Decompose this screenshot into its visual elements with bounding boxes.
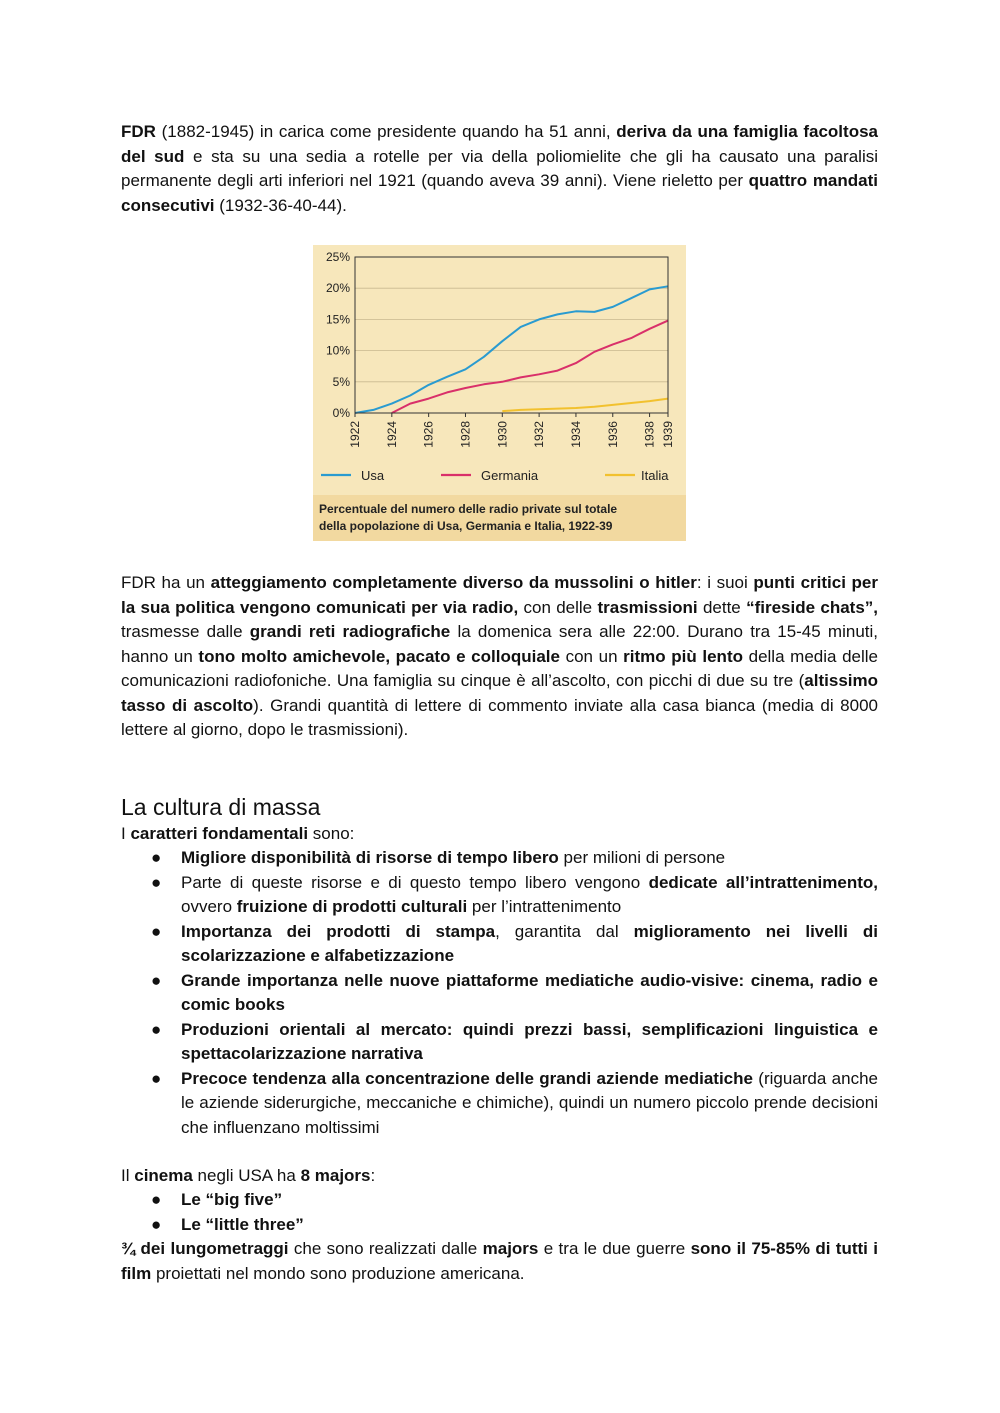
x-tick-label: 1926 <box>421 421 436 448</box>
x-tick-label: 1930 <box>495 421 510 448</box>
text-span: I <box>121 824 131 843</box>
bold-span: dedicate all’intrattenimento, <box>648 872 878 892</box>
text-span: dette <box>697 597 747 617</box>
bullet-icon: ● <box>151 1019 162 1039</box>
list-item <box>121 871 878 920</box>
y-tick-label: 0% <box>332 406 350 420</box>
text-span: sono: <box>308 824 355 843</box>
text-span: Parte di queste risorse e di questo tempo libero vengono <box>181 872 649 892</box>
chart-caption-line1: Percentuale del numero delle radio private sul totale <box>319 502 618 516</box>
bold-span: punti critici per la sua politica vengono comunicati per via radio, <box>121 573 878 617</box>
list-item <box>121 969 878 1018</box>
bold-span: tono molto amichevole, pacato e colloquiale <box>198 646 560 666</box>
text-span: con un <box>559 646 624 666</box>
text-span: trasmesse dalle <box>121 622 250 641</box>
text-span: e sta su una sedia a rotelle per via della poliomielite che gli ha causato una paralisi permanente degli arti inferiori nel 1921 (quando aveva 39 anni). Viene rieletto per <box>121 146 878 190</box>
section-heading: La cultura di massa <box>121 794 321 820</box>
intro-paragraph <box>121 120 878 218</box>
text-span: e tra le due guerre <box>538 1239 691 1258</box>
bullet-icon: ● <box>151 1068 162 1088</box>
y-tick-label: 15% <box>325 312 350 327</box>
text-span: : i suoi <box>696 573 754 592</box>
x-tick-label: 1936 <box>605 421 620 448</box>
chart-caption-line2: della popolazione di Usa, Germania e Italia, 1922-39 <box>319 519 613 533</box>
y-tick-label: 25% <box>325 250 350 264</box>
list-item <box>121 1018 878 1067</box>
x-tick-label: 1928 <box>458 421 473 448</box>
bold-span: ¾ dei lungometraggi <box>121 1239 289 1258</box>
text-span: con delle <box>518 597 598 617</box>
text-span: che sono realizzati dalle <box>288 1239 483 1258</box>
bold-span: Produzioni orientali al mercato: quindi prezzi bassi, semplificazioni linguistica e spettacolarizzazione narrativa <box>181 1019 878 1063</box>
bold-span: cinema <box>134 1166 193 1185</box>
legend-label-italia: Italia <box>641 468 669 483</box>
bold-span: Le “big five” <box>181 1190 283 1209</box>
bold-span: ritmo più lento <box>623 646 743 666</box>
radio-chart-figure <box>313 245 686 541</box>
text-span: : <box>370 1166 376 1185</box>
bullet-icon: ● <box>151 970 162 990</box>
section-lead <box>121 822 878 847</box>
bold-span: grandi reti radiografiche <box>249 622 451 641</box>
y-tick-label: 20% <box>325 281 350 296</box>
x-tick-label: 1939 <box>661 421 675 448</box>
bold-span: miglioramento nei livelli di scolarizzazione e alfabetizzazione <box>181 921 878 965</box>
bold-span: Le “little three” <box>181 1214 304 1234</box>
cinema-summary <box>121 1237 878 1286</box>
list-item <box>121 1188 878 1213</box>
text-span: (1882-1945) in carica come presidente quando ha 51 anni, <box>155 122 617 141</box>
text-span: della media delle comunicazioni radiofoniche. Una famiglia su cinque è all’ascolto, con picchi di due su tre ( <box>121 646 878 690</box>
bold-span: majors <box>482 1239 539 1258</box>
x-tick-label: 1922 <box>348 421 362 448</box>
majors-list <box>121 1188 878 1237</box>
text-span: (1932-36-40-44). <box>214 195 347 215</box>
bold-span: Grande importanza nelle nuove piattaforme mediatiche audio-visive: cinema, radio e comic books <box>181 970 878 1014</box>
text-span: FDR ha un <box>121 573 211 592</box>
legend-label-usa: Usa <box>361 468 385 483</box>
bullet-icon: ● <box>151 872 162 892</box>
bullet-icon: ● <box>151 848 162 867</box>
y-tick-label: 5% <box>332 374 350 389</box>
x-tick-label: 1932 <box>532 421 547 448</box>
text-span: ovvero <box>181 897 237 916</box>
x-tick-label: 1924 <box>384 421 399 448</box>
radio-paragraph <box>121 571 878 743</box>
list-item <box>121 846 878 871</box>
bold-span: atteggiamento completamente diverso da mussolini o hitler <box>210 573 697 592</box>
list-item <box>121 920 878 969</box>
text-span: la domenica sera alle 22:00. Durano tra 15-45 minuti, hanno un <box>121 622 878 666</box>
text-span: proiettati nel mondo sono produzione americana. <box>151 1263 525 1283</box>
bullet-icon: ● <box>151 1214 162 1234</box>
text-span: per l’intrattenimento <box>467 897 622 916</box>
bold-span: Precoce tendenza alla concentrazione delle grandi aziende mediatiche <box>181 1068 753 1088</box>
text-span: negli USA ha <box>192 1166 301 1185</box>
radio-chart <box>313 245 686 541</box>
characteristics-list <box>121 846 878 1140</box>
text-span: per milioni di persone <box>558 848 726 867</box>
text-span: ). Grandi quantità di lettere di commento inviate alla casa bianca (media di 8000 lettere al giorno, dopo le trasmissioni). <box>121 695 878 739</box>
text-span: (riguarda anche le aziende siderurgiche, meccaniche e chimiche), quindi un numero piccolo prende decisioni che influenzano moltissimi <box>181 1068 878 1137</box>
bold-span: Importanza dei prodotti di stampa <box>181 921 496 941</box>
bold-span: caratteri fondamentali <box>130 824 309 843</box>
list-item <box>121 1213 878 1238</box>
bold-span: deriva da una famiglia facoltosa del sud <box>121 122 878 166</box>
bold-span: fruizione di prodotti culturali <box>236 897 468 916</box>
text-span: Il <box>121 1166 135 1185</box>
bold-span: trasmissioni <box>597 597 698 617</box>
bold-span: FDR <box>121 122 156 141</box>
bold-span: altissimo tasso di ascolto <box>121 671 878 715</box>
cinema-paragraph <box>121 1164 878 1189</box>
x-tick-label: 1938 <box>642 421 657 448</box>
bullet-icon: ● <box>151 1190 162 1209</box>
legend-label-germania: Germania <box>481 468 539 483</box>
bold-span: sono il 75-85% di tutti i film <box>121 1239 878 1283</box>
bold-span: Migliore disponibilità di risorse di tempo libero <box>181 848 559 867</box>
bold-span: “fireside chats”, <box>746 597 879 617</box>
bold-span: 8 majors <box>300 1166 371 1185</box>
list-item <box>121 1067 878 1141</box>
bold-span: quattro mandati consecutivi <box>121 171 878 215</box>
x-tick-label: 1934 <box>568 421 583 448</box>
bullet-icon: ● <box>151 921 162 941</box>
text-span: , garantita dal <box>495 921 634 941</box>
y-tick-label: 10% <box>325 343 350 358</box>
